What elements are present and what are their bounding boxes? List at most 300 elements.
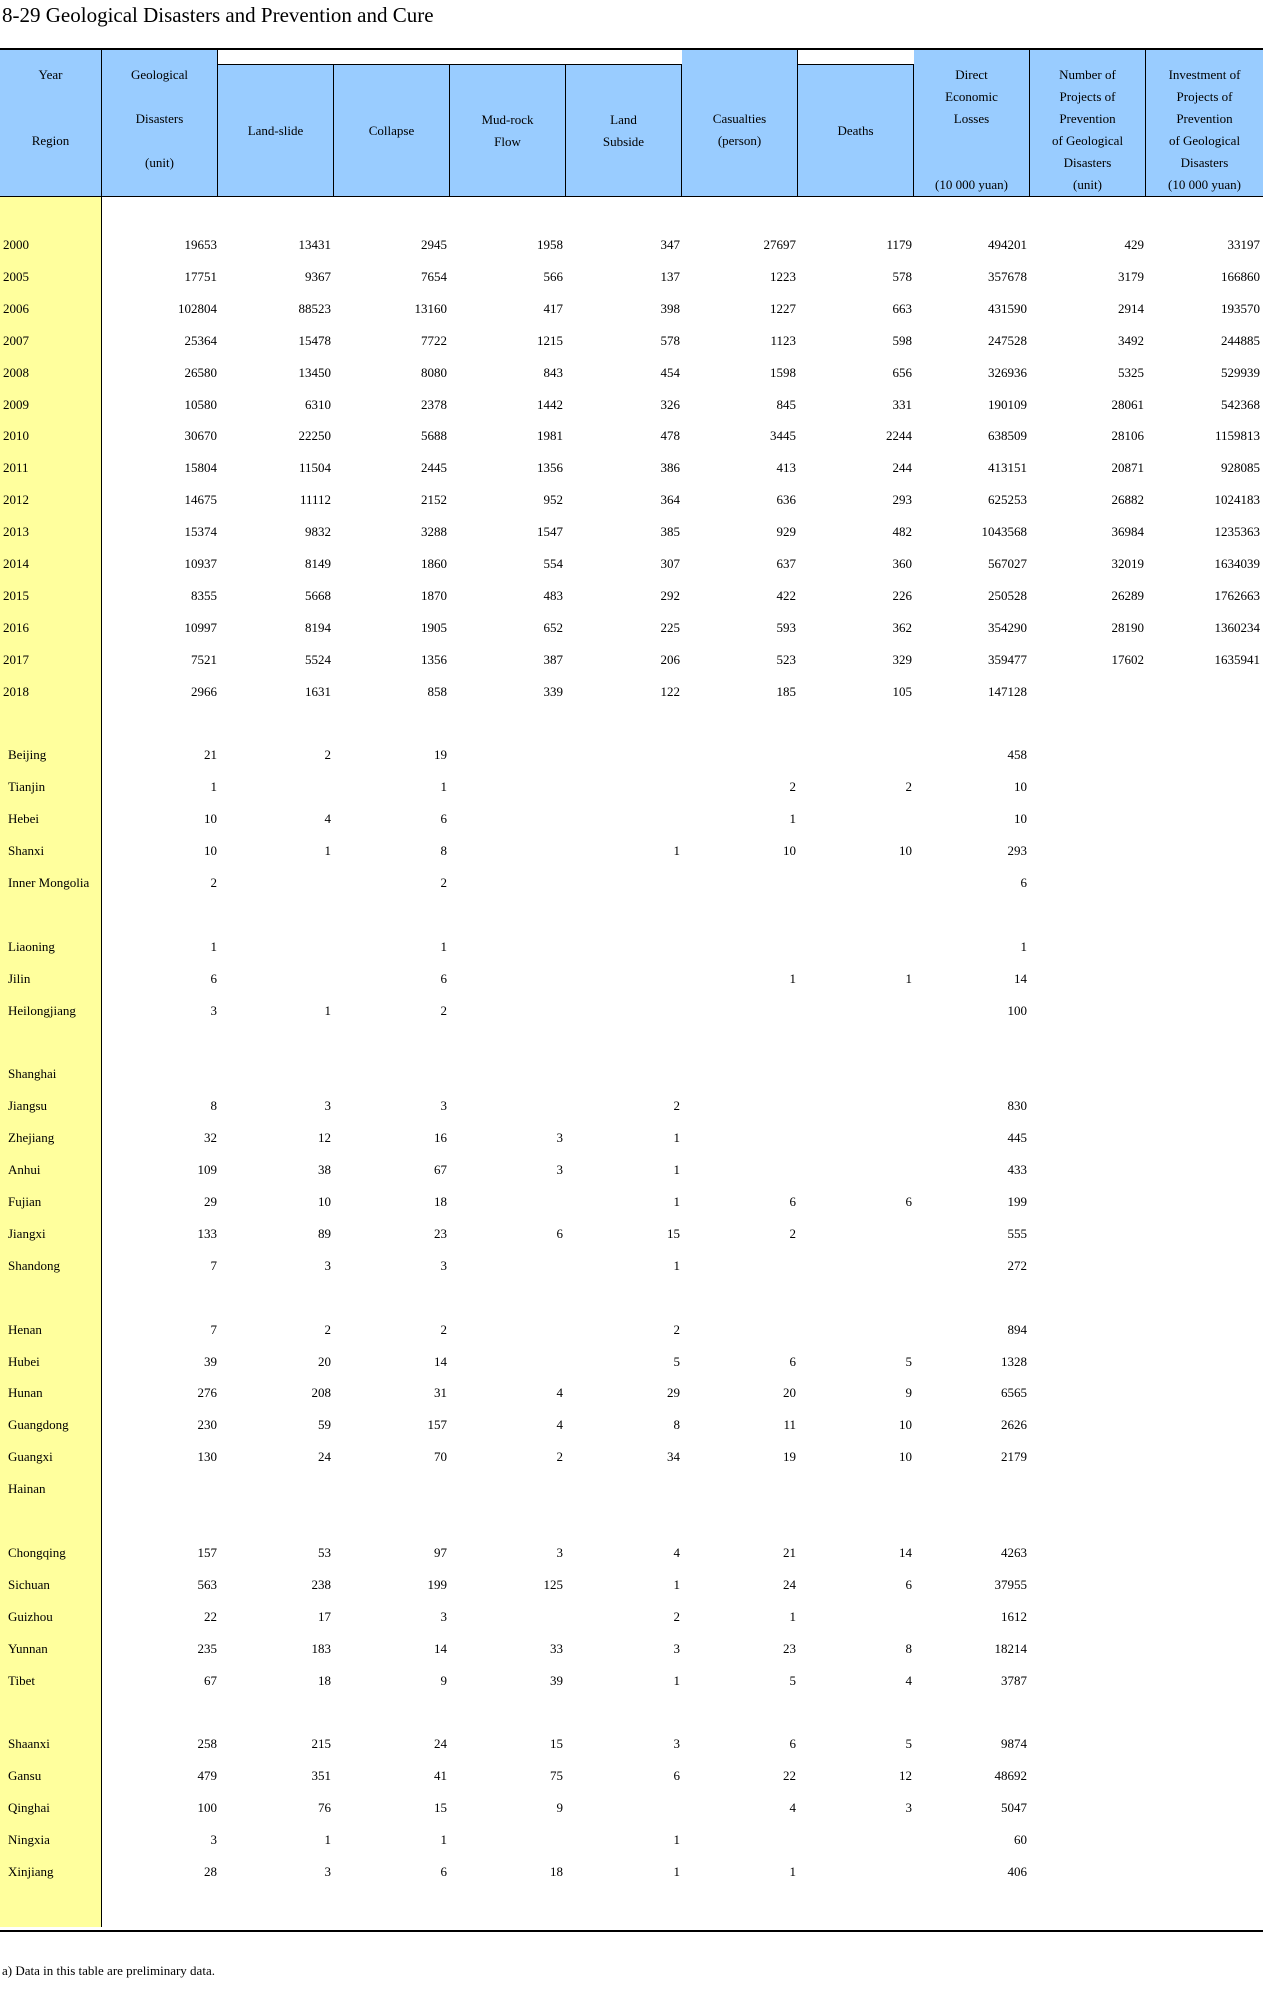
cell-value: 5	[789, 1673, 796, 1688]
cell-value: 109	[197, 1162, 217, 1177]
cell-value: 28106	[1111, 428, 1144, 443]
cell-value: 3	[556, 1162, 563, 1177]
cell-value: 567027	[988, 556, 1027, 571]
year-row	[0, 298, 1263, 320]
cell-value: 33197	[1227, 237, 1260, 252]
cell-value: 429	[1124, 237, 1144, 252]
cell-value: 10997	[184, 620, 217, 635]
cell-value: 28	[204, 1864, 217, 1879]
cell-value: 130	[197, 1449, 217, 1464]
year-label: 2009	[3, 397, 29, 412]
year-label: 2018	[3, 684, 29, 699]
cell-value: 1612	[1001, 1609, 1027, 1624]
cell-value: 89	[318, 1226, 331, 1241]
cell-value: 23	[434, 1226, 447, 1241]
cell-value: 3	[440, 1609, 447, 1624]
cell-value: 59	[318, 1417, 331, 1432]
year-label: 2010	[3, 428, 29, 443]
year-row	[0, 234, 1263, 256]
cell-value: 193570	[1221, 301, 1260, 316]
cell-value: 2179	[1001, 1449, 1027, 1464]
cell-value: 523	[776, 652, 796, 667]
cell-value: 2	[673, 1322, 680, 1337]
cell-value: 9832	[305, 524, 331, 539]
region-row	[0, 1382, 1263, 1404]
year-label: 2008	[3, 365, 29, 380]
cell-value: 3	[556, 1545, 563, 1560]
cell-value: 578	[892, 269, 912, 284]
cell-value: 2966	[191, 684, 217, 699]
cell-value: 8	[673, 1417, 680, 1432]
cell-value: 17602	[1111, 652, 1144, 667]
header-deaths: Deaths	[798, 64, 914, 196]
header-geological-disasters: Geological Disasters (unit)	[102, 50, 218, 196]
cell-value: 3	[324, 1864, 331, 1879]
cell-value: 6	[440, 971, 447, 986]
year-label: 2011	[3, 460, 29, 475]
cell-value: 4	[556, 1385, 563, 1400]
cell-value: 494201	[988, 237, 1027, 252]
region-row	[0, 808, 1263, 830]
cell-value: 39	[204, 1354, 217, 1369]
cell-value: 478	[660, 428, 680, 443]
cell-value: 637	[776, 556, 796, 571]
region-label: Shanghai	[8, 1066, 57, 1081]
cell-value: 1360234	[1214, 620, 1260, 635]
cell-value: 14	[434, 1641, 447, 1656]
cell-value: 413151	[988, 460, 1027, 475]
cell-value: 32019	[1111, 556, 1144, 571]
header-investment-of-projects: Investment of Projects of Prevention of Geological Disasters (10 000 yuan)	[1146, 50, 1263, 196]
header-direct-economic-losses: Direct Economic Losses (10 000 yuan)	[914, 50, 1030, 196]
cell-value: 398	[660, 301, 680, 316]
cell-value: 19653	[184, 237, 217, 252]
cell-value: 199	[427, 1577, 447, 1592]
cell-value: 1	[324, 843, 331, 858]
cell-value: 20871	[1111, 460, 1144, 475]
region-label: Chongqing	[8, 1545, 66, 1560]
cell-value: 385	[660, 524, 680, 539]
cell-value: 10580	[184, 397, 217, 412]
year-label: 2014	[3, 556, 29, 571]
cell-value: 1	[673, 1673, 680, 1688]
cell-value: 67	[204, 1673, 217, 1688]
cell-value: 1	[673, 1864, 680, 1879]
cell-value: 1159813	[1214, 428, 1260, 443]
cell-value: 230	[197, 1417, 217, 1432]
cell-value: 1905	[421, 620, 447, 635]
cell-value: 102804	[178, 301, 217, 316]
cell-value: 250528	[988, 588, 1027, 603]
cell-value: 1860	[421, 556, 447, 571]
cell-value: 15804	[184, 460, 217, 475]
cell-value: 19	[783, 1449, 796, 1464]
cell-value: 75	[550, 1768, 563, 1783]
cell-value: 272	[1007, 1258, 1027, 1273]
year-row	[0, 521, 1263, 543]
header-collapse: Collapse	[334, 64, 450, 196]
region-label: Guangxi	[8, 1449, 53, 1464]
cell-value: 1	[440, 939, 447, 954]
cell-value: 563	[197, 1577, 217, 1592]
cell-value: 8	[905, 1641, 912, 1656]
year-row	[0, 362, 1263, 384]
cell-value: 2	[789, 1226, 796, 1241]
region-row	[0, 1829, 1263, 1851]
cell-value: 235	[197, 1641, 217, 1656]
cell-value: 88523	[298, 301, 331, 316]
region-label: Liaoning	[8, 939, 55, 954]
cell-value: 1179	[886, 237, 912, 252]
region-row	[0, 1191, 1263, 1213]
year-row	[0, 489, 1263, 511]
cell-value: 6310	[305, 397, 331, 412]
region-label: Shaanxi	[8, 1736, 50, 1751]
region-row	[0, 1095, 1263, 1117]
cell-value: 10	[204, 811, 217, 826]
cell-value: 238	[311, 1577, 331, 1592]
cell-value: 105	[892, 684, 912, 699]
cell-value: 482	[892, 524, 912, 539]
region-label: Tibet	[8, 1673, 35, 1688]
table-header	[0, 50, 1263, 197]
cell-value: 10	[899, 1449, 912, 1464]
cell-value: 3492	[1118, 333, 1144, 348]
cell-value: 542368	[1221, 397, 1260, 412]
cell-value: 14	[1014, 971, 1027, 986]
cell-value: 7521	[191, 652, 217, 667]
cell-value: 76	[318, 1800, 331, 1815]
cell-value: 18	[434, 1194, 447, 1209]
year-label: 2016	[3, 620, 29, 635]
cell-value: 292	[660, 588, 680, 603]
cell-value: 1598	[770, 365, 796, 380]
year-row	[0, 266, 1263, 288]
region-row	[0, 1765, 1263, 1787]
cell-value: 845	[776, 397, 796, 412]
cell-value: 554	[543, 556, 563, 571]
cell-value: 9	[440, 1673, 447, 1688]
cell-value: 566	[543, 269, 563, 284]
cell-value: 4	[789, 1800, 796, 1815]
cell-value: 226	[892, 588, 912, 603]
year-label: 2015	[3, 588, 29, 603]
year-row	[0, 425, 1263, 447]
cell-value: 386	[660, 460, 680, 475]
cell-value: 13160	[414, 301, 447, 316]
cell-value: 166860	[1221, 269, 1260, 284]
cell-value: 6	[673, 1768, 680, 1783]
cell-value: 843	[543, 365, 563, 380]
cell-value: 9	[905, 1385, 912, 1400]
cell-value: 7	[210, 1258, 217, 1273]
cell-value: 929	[776, 524, 796, 539]
region-label: Beijing	[8, 747, 47, 762]
region-row	[0, 744, 1263, 766]
year-label: 2000	[3, 237, 29, 252]
cell-value: 7654	[421, 269, 447, 284]
cell-value: 2626	[1001, 1417, 1027, 1432]
cell-value: 22	[783, 1768, 796, 1783]
cell-value: 3	[556, 1130, 563, 1145]
cell-value: 1356	[537, 460, 563, 475]
cell-value: 258	[197, 1736, 217, 1751]
cell-value: 529939	[1221, 365, 1260, 380]
cell-value: 417	[543, 301, 563, 316]
cell-value: 13450	[298, 365, 331, 380]
cell-value: 6	[905, 1577, 912, 1592]
cell-value: 15	[550, 1736, 563, 1751]
region-row	[0, 1733, 1263, 1755]
year-label: 2005	[3, 269, 29, 284]
cell-value: 2	[324, 747, 331, 762]
region-label: Jilin	[8, 971, 31, 986]
cell-value: 406	[1007, 1864, 1027, 1879]
cell-value: 433	[1007, 1162, 1027, 1177]
cell-value: 1634039	[1214, 556, 1260, 571]
cell-value: 2378	[421, 397, 447, 412]
cell-value: 364	[660, 492, 680, 507]
region-label: Jiangsu	[8, 1098, 47, 1113]
cell-value: 354290	[988, 620, 1027, 635]
cell-value: 4	[324, 811, 331, 826]
cell-value: 2	[440, 1003, 447, 1018]
year-label: 2007	[3, 333, 29, 348]
footnote: a) Data in this table are preliminary data.	[2, 1963, 215, 1978]
region-label: Guangdong	[8, 1417, 69, 1432]
cell-value: 3288	[421, 524, 447, 539]
region-row	[0, 1797, 1263, 1819]
cell-value: 1631	[305, 684, 331, 699]
cell-value: 952	[543, 492, 563, 507]
cell-value: 858	[427, 684, 447, 699]
cell-value: 23	[783, 1641, 796, 1656]
year-row	[0, 649, 1263, 671]
region-row	[0, 1414, 1263, 1436]
region-label: Ningxia	[8, 1832, 50, 1847]
cell-value: 97	[434, 1545, 447, 1560]
header-mudrock-flow: Mud-rock Flow	[450, 64, 566, 196]
cell-value: 19	[434, 747, 447, 762]
cell-value: 244885	[1221, 333, 1260, 348]
cell-value: 6	[789, 1194, 796, 1209]
cell-value: 293	[892, 492, 912, 507]
cell-value: 894	[1007, 1322, 1027, 1337]
cell-value: 1043568	[981, 524, 1027, 539]
cell-value: 185	[776, 684, 796, 699]
cell-value: 1223	[770, 269, 796, 284]
cell-value: 11504	[298, 460, 331, 475]
cell-value: 133	[197, 1226, 217, 1241]
cell-value: 9367	[305, 269, 331, 284]
cell-value: 32	[204, 1130, 217, 1145]
cell-value: 8	[210, 1098, 217, 1113]
cell-value: 1547	[537, 524, 563, 539]
region-label: Guizhou	[8, 1609, 53, 1624]
region-row	[0, 1255, 1263, 1277]
cell-value: 8355	[191, 588, 217, 603]
region-label: Inner Mongolia	[8, 875, 90, 890]
cell-value: 362	[892, 620, 912, 635]
cell-value: 6	[440, 811, 447, 826]
cell-value: 1	[440, 779, 447, 794]
cell-value: 1	[673, 843, 680, 858]
cell-value: 29	[204, 1194, 217, 1209]
cell-value: 10	[318, 1194, 331, 1209]
cell-value: 6	[440, 1864, 447, 1879]
cell-value: 483	[543, 588, 563, 603]
cell-value: 445	[1007, 1130, 1027, 1145]
cell-value: 1	[210, 779, 217, 794]
region-label: Fujian	[8, 1194, 42, 1209]
region-row	[0, 1000, 1263, 1022]
region-row	[0, 1319, 1263, 1341]
cell-value: 33	[550, 1641, 563, 1656]
cell-value: 3	[905, 1800, 912, 1815]
year-label: 2013	[3, 524, 29, 539]
cell-value: 347	[660, 237, 680, 252]
cell-value: 25364	[184, 333, 217, 348]
cell-value: 8080	[421, 365, 447, 380]
cell-value: 9	[556, 1800, 563, 1815]
cell-value: 6	[789, 1736, 796, 1751]
cell-value: 326936	[988, 365, 1027, 380]
cell-value: 1024183	[1214, 492, 1260, 507]
region-row	[0, 1159, 1263, 1181]
cell-value: 208	[311, 1385, 331, 1400]
cell-value: 7722	[421, 333, 447, 348]
cell-value: 2	[210, 875, 217, 890]
cell-value: 1328	[1001, 1354, 1027, 1369]
cell-value: 2	[440, 1322, 447, 1337]
cell-value: 10	[204, 843, 217, 858]
cell-value: 5	[905, 1736, 912, 1751]
cell-value: 638509	[988, 428, 1027, 443]
cell-value: 1	[673, 1832, 680, 1847]
cell-value: 422	[776, 588, 796, 603]
cell-value: 4263	[1001, 1545, 1027, 1560]
cell-value: 2914	[1118, 301, 1144, 316]
region-label: Yunnan	[8, 1641, 48, 1656]
cell-value: 2	[556, 1449, 563, 1464]
cell-value: 329	[892, 652, 912, 667]
region-label: Hainan	[8, 1481, 46, 1496]
cell-value: 3	[440, 1258, 447, 1273]
cell-value: 656	[892, 365, 912, 380]
header-year-region	[0, 50, 102, 196]
cell-value: 1	[673, 1162, 680, 1177]
region-row	[0, 1446, 1263, 1468]
cell-value: 636	[776, 492, 796, 507]
cell-value: 6	[556, 1226, 563, 1241]
cell-value: 14	[899, 1545, 912, 1560]
cell-value: 307	[660, 556, 680, 571]
cell-value: 27697	[763, 237, 796, 252]
cell-value: 1635941	[1214, 652, 1260, 667]
cell-value: 10	[1014, 779, 1027, 794]
region-label: Jiangxi	[8, 1226, 46, 1241]
cell-value: 5688	[421, 428, 447, 443]
cell-value: 1762663	[1214, 588, 1260, 603]
cell-value: 8	[440, 843, 447, 858]
cell-value: 199	[1007, 1194, 1027, 1209]
cell-value: 7	[210, 1322, 217, 1337]
region-row	[0, 1127, 1263, 1149]
cell-value: 21	[783, 1545, 796, 1560]
cell-value: 1	[673, 1194, 680, 1209]
cell-value: 2445	[421, 460, 447, 475]
cell-value: 2	[673, 1098, 680, 1113]
cell-value: 60	[1014, 1832, 1027, 1847]
cell-value: 5	[905, 1354, 912, 1369]
year-label: 2006	[3, 301, 29, 316]
cell-value: 1	[673, 1130, 680, 1145]
cell-value: 293	[1007, 843, 1027, 858]
cell-value: 3	[210, 1832, 217, 1847]
cell-value: 2	[440, 875, 447, 890]
cell-value: 1	[673, 1258, 680, 1273]
cell-value: 67	[434, 1162, 447, 1177]
region-row	[0, 1542, 1263, 1564]
cell-value: 10	[1014, 811, 1027, 826]
cell-value: 1123	[770, 333, 796, 348]
region-label: Henan	[8, 1322, 42, 1337]
cell-value: 147128	[988, 684, 1027, 699]
cell-value: 215	[311, 1736, 331, 1751]
region-row	[0, 1638, 1263, 1660]
cell-value: 14675	[184, 492, 217, 507]
table-title: 8-29 Geological Disasters and Prevention and Cure	[2, 3, 434, 27]
region-row	[0, 968, 1263, 990]
cell-value: 1	[440, 1832, 447, 1847]
cell-value: 11112	[299, 492, 331, 507]
cell-value: 17751	[184, 269, 217, 284]
cell-value: 4	[556, 1417, 563, 1432]
cell-value: 387	[543, 652, 563, 667]
cell-value: 652	[543, 620, 563, 635]
cell-value: 351	[311, 1768, 331, 1783]
cell-value: 1981	[537, 428, 563, 443]
region-row	[0, 1223, 1263, 1245]
cell-value: 36984	[1111, 524, 1144, 539]
cell-value: 26289	[1111, 588, 1144, 603]
region-row	[0, 1063, 1263, 1085]
cell-value: 2945	[421, 237, 447, 252]
cell-value: 29	[667, 1385, 680, 1400]
cell-value: 5524	[305, 652, 331, 667]
region-row	[0, 1861, 1263, 1883]
cell-value: 48692	[994, 1768, 1027, 1783]
region-row	[0, 1606, 1263, 1628]
region-label: Heilongjiang	[8, 1003, 76, 1018]
cell-value: 10937	[184, 556, 217, 571]
cell-value: 5668	[305, 588, 331, 603]
cell-value: 30670	[184, 428, 217, 443]
region-label: Hebei	[8, 811, 40, 826]
cell-value: 11	[783, 1417, 796, 1432]
region-label: Gansu	[8, 1768, 42, 1783]
cell-value: 578	[660, 333, 680, 348]
cell-value: 122	[660, 684, 680, 699]
region-label: Shandong	[8, 1258, 60, 1273]
cell-value: 125	[543, 1577, 563, 1592]
cell-value: 1215	[537, 333, 563, 348]
cell-value: 21	[204, 747, 217, 762]
cell-value: 3179	[1118, 269, 1144, 284]
cell-value: 225	[660, 620, 680, 635]
cell-value: 8149	[305, 556, 331, 571]
cell-value: 70	[434, 1449, 447, 1464]
